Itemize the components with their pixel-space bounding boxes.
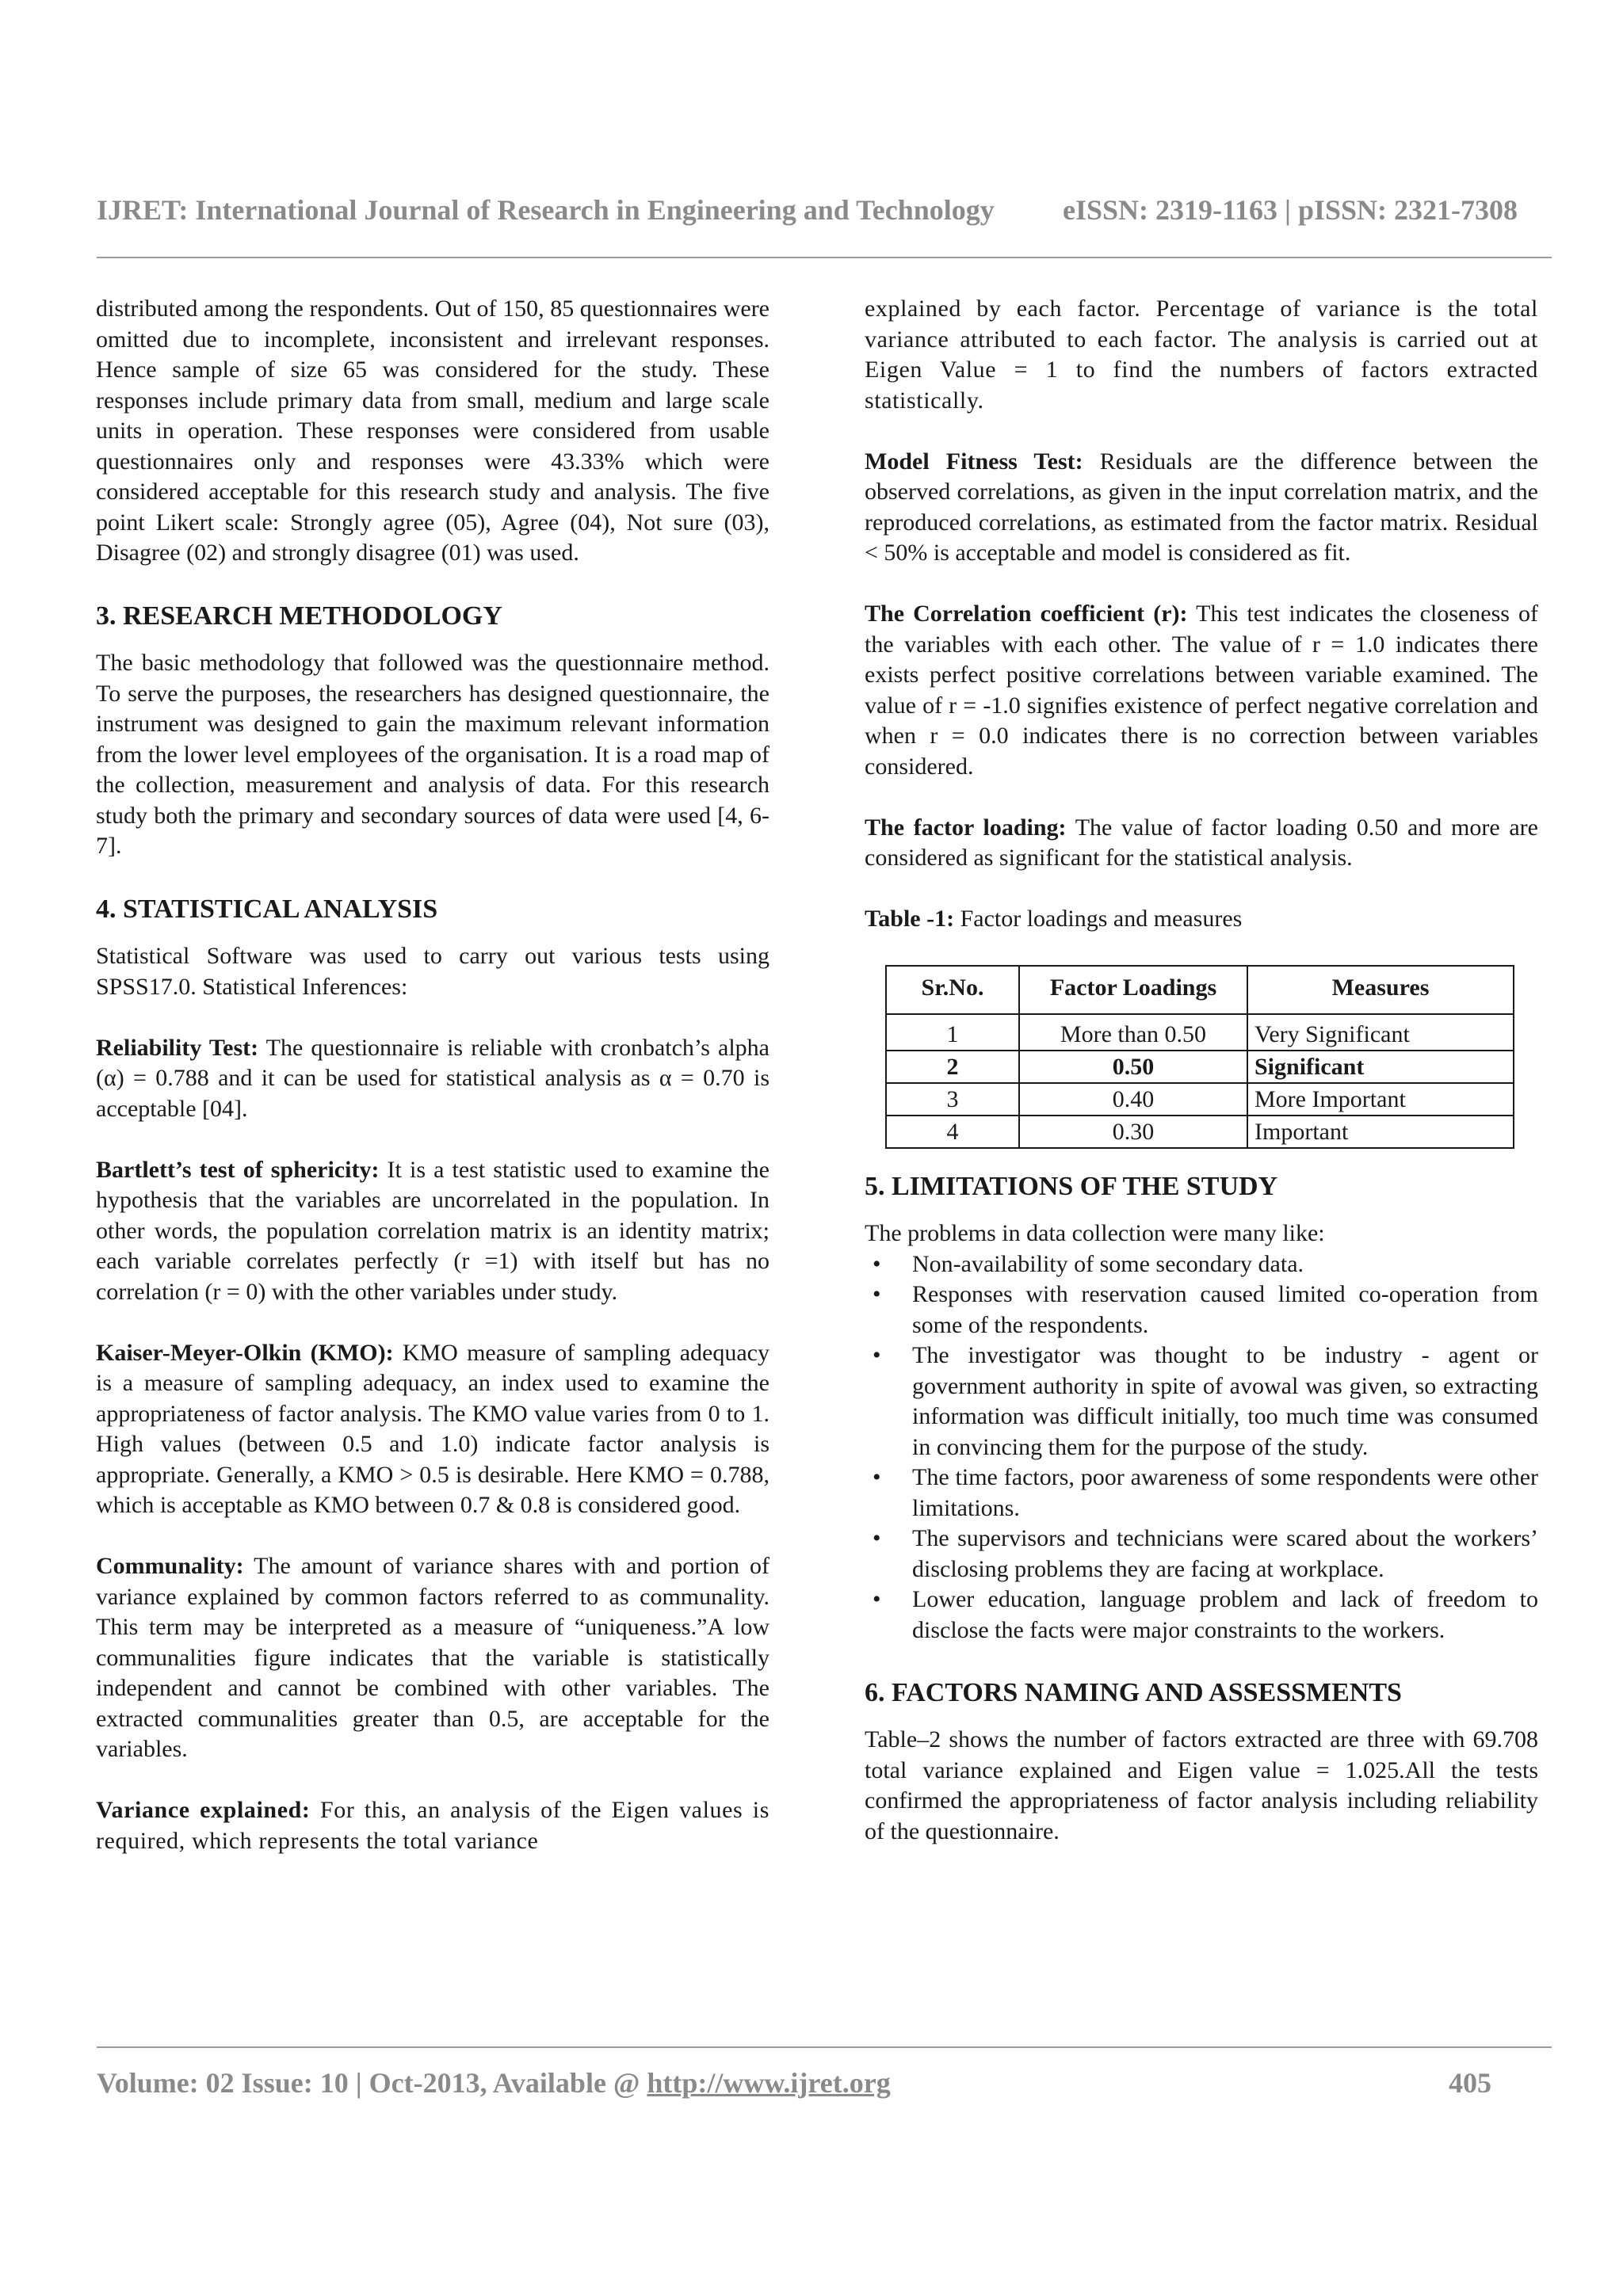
table-header-cell: Sr.No.: [886, 966, 1019, 1014]
list-item: [865, 1524, 1538, 1585]
communality-text: The amount of variance shares with and portion of variance explained by common factors referred to as communality. This term may be interpreted as a measure of “uniqueness.”A low communalities figure indicates that the variable is statistically independent and cannot be combined with other variables. The extracted communalities greater than 0.5, are acceptable for the variables.: [96, 1553, 769, 1762]
running-header: [97, 193, 1539, 227]
factor-loading-paragraph: [865, 813, 1538, 874]
section-3-body: The basic methodology that followed was the questionnaire method. To serve the purposes, the researchers has designed questionnaire, the instrument was designed to gain the maximum relevant information from the lower level employees of the organisation. It is a road map of the collection, measurement and analysis of data. For this research study both the primary and secondary sources of data were used [4, 6-7].: [96, 650, 769, 859]
correlation-label: The Correlation coefficient (r):: [865, 601, 1188, 627]
fitness-text: Residuals are the difference between the observed correlations, as given in the input correlation matrix, and the reproduced correlations, as estimated from the factor matrix. Residual < 50% is acceptable and model is considered as fit.: [865, 448, 1538, 566]
bullet-icon: •: [873, 1525, 881, 1551]
reliability-label: Reliability Test:: [96, 1034, 259, 1061]
table-cell: 3: [886, 1083, 1019, 1116]
footer-rule: [97, 2046, 1552, 2048]
list-item: [865, 1249, 1538, 1280]
table-row: [886, 1083, 1514, 1116]
variance-label: Variance explained:: [96, 1797, 311, 1823]
header-rule: [97, 257, 1552, 258]
issn-info: eISSN: 2319-1163 | pISSN: 2321-7308: [1063, 194, 1518, 226]
bullet-icon: •: [873, 1464, 881, 1490]
table-caption: [865, 904, 1538, 935]
bullet-icon: •: [873, 1342, 881, 1368]
kmo-paragraph: [96, 1338, 769, 1521]
bullet-icon: •: [873, 1586, 881, 1612]
factor-loadings-table: [885, 965, 1514, 1149]
section-6-body: Table–2 shows the number of factors extracted are three with 69.708 total variance explained and Eigen value = 1.025.All the tests confirmed the appropriateness of factor analysis including reliability of the questionnaire.: [865, 1726, 1538, 1844]
section-5-intro: The problems in data collection were many like:: [865, 1220, 1325, 1246]
section-6-title: 6. FACTORS NAMING AND ASSESSMENTS: [865, 1678, 1402, 1707]
table-cell: Significant: [1247, 1051, 1514, 1083]
table-cell: 1: [886, 1014, 1019, 1051]
table-row: [886, 1116, 1514, 1148]
list-item: [865, 1585, 1538, 1646]
right-column: [865, 294, 1538, 1878]
table-row: [886, 1051, 1514, 1083]
factor-loading-text: The value of factor loading 0.50 and more are considered as significant for the statistical analysis.: [865, 814, 1538, 871]
bullet-icon: •: [873, 1281, 881, 1307]
fitness-paragraph: [865, 447, 1538, 569]
list-item-text: Responses with reservation caused limited co-operation from some of the respondents.: [912, 1281, 1538, 1338]
kmo-label: Kaiser-Meyer-Olkin (KMO):: [96, 1339, 394, 1366]
table-cell: 0.30: [1019, 1116, 1247, 1148]
running-footer: [97, 2066, 1499, 2100]
table-header-cell: Factor Loadings: [1019, 966, 1247, 1014]
table-cell: Important: [1247, 1116, 1514, 1148]
table-caption-label: Table -1:: [865, 906, 955, 932]
bartlett-label: Bartlett’s test of sphericity:: [96, 1156, 380, 1183]
list-item-text: The time factors, poor awareness of some respondents were other limitations.: [912, 1464, 1538, 1521]
communality-label: Communality:: [96, 1553, 244, 1579]
list-item-text: Non-availability of some secondary data.: [912, 1250, 1304, 1277]
bullet-icon: •: [873, 1250, 881, 1277]
table-cell: More than 0.50: [1019, 1014, 1247, 1051]
table-cell: 4: [886, 1116, 1019, 1148]
table-header-cell: Measures: [1247, 966, 1514, 1014]
factor-loading-label: The factor loading:: [865, 814, 1067, 841]
list-item-text: Lower education, language problem and lack of freedom to disclose the facts were major constraints to the workers.: [912, 1586, 1538, 1643]
journal-title: IJRET: International Journal of Research in Engineering and Technology: [97, 194, 995, 226]
list-item: [865, 1463, 1538, 1524]
variance-continued: explained by each factor. Percentage of variance is the total variance attributed to each factor. The analysis is carried out at Eigen Value = 1 to find the numbers of factors extracted statistically.: [865, 296, 1538, 414]
table-cell: 2: [886, 1051, 1019, 1083]
kmo-text: KMO measure of sampling adequacy is a measure of sampling adequacy, an index used to examine the appropriateness of factor analysis. The KMO value varies from 0 to 1. High values (between 0.5 and 1.0) indicate factor analysis is appropriate. Generally, a KMO > 0.5 is desirable. Here KMO = 0.788, which is acceptable as KMO between 0.7 & 0.8 is considered good.: [96, 1339, 770, 1518]
table-cell: Very Significant: [1247, 1014, 1514, 1051]
list-item: [865, 1341, 1538, 1463]
section-3-title: 3. RESEARCH METHODOLOGY: [96, 601, 502, 631]
table-row: [886, 1014, 1514, 1051]
table-caption-text: Factor loadings and measures: [954, 906, 1243, 932]
list-item: [865, 1280, 1538, 1341]
journal-url-link[interactable]: http://www.ijret.org: [647, 2067, 891, 2099]
fitness-label: Model Fitness Test:: [865, 448, 1083, 475]
list-item-text: The investigator was thought to be industry - agent or government authority in spite of avowal was given, so extracting information was difficult initially, too much time was consumed in convincing them for the purpose of the study.: [912, 1342, 1538, 1460]
bartlett-text: It is a test statistic used to examine the hypothesis that the variables are uncorrelated in the population. In other words, the population correlation matrix is an identity matrix; each variable correlates perfectly (r =1) with itself but has no correlation (r = 0) with the other variables under study.: [96, 1156, 769, 1305]
correlation-text: This test indicates the closeness of the variables with each other. The value of r = 1.0 indicates there exists perfect positive correlations between variable examined. The value of r = -1.0 signifies existence of perfect negative correlation and when r = 0.0 indicates there is no correction between variables considered.: [865, 601, 1539, 780]
section-4-intro: Statistical Software was used to carry out various tests using SPSS17.0. Statistical Inferences:: [96, 943, 769, 1000]
table-cell: 0.50: [1019, 1051, 1247, 1083]
communality-paragraph: [96, 1551, 769, 1765]
correlation-paragraph: [865, 599, 1538, 782]
limitations-list: [865, 1249, 1538, 1646]
section-4-title: 4. STATISTICAL ANALYSIS: [96, 894, 438, 924]
list-item-text: The supervisors and technicians were scared about the workers’ disclosing problems they are facing at workplace.: [912, 1525, 1538, 1582]
left-column: [96, 294, 769, 1887]
volume-info: Volume: 02 Issue: 10 | Oct-2013, Available @: [97, 2067, 647, 2099]
variance-paragraph: [96, 1795, 769, 1856]
bartlett-paragraph: [96, 1155, 769, 1308]
table-cell: More Important: [1247, 1083, 1514, 1116]
table-header-row: [886, 966, 1514, 1014]
intro-paragraph: distributed among the respondents. Out of 150, 85 questionnaires were omitted due to incomplete, inconsistent and irrelevant responses. Hence sample of size 65 was considered for the study. These responses include primary data from small, medium and large scale units in operation. These responses were considered from usable questionnaires only and responses were 43.33% which were considered acceptable for this research study and analysis. The five point Likert scale: Strongly agree (05), Agree (04), Not sure (03), Disagree (02) and strongly disagree (01) was used.: [96, 296, 769, 566]
section-5-title: 5. LIMITATIONS OF THE STUDY: [865, 1172, 1278, 1201]
variance-text: For this, an analysis of the Eigen values is required, which represents the total variance: [96, 1797, 769, 1854]
page-number: 405: [1449, 2067, 1491, 2099]
table-cell: 0.40: [1019, 1083, 1247, 1116]
reliability-text: The questionnaire is reliable with cronbatch’s alpha (α) = 0.788 and it can be used for statistical analysis as α = 0.70 is acceptable [04].: [96, 1034, 769, 1122]
reliability-paragraph: [96, 1033, 769, 1125]
